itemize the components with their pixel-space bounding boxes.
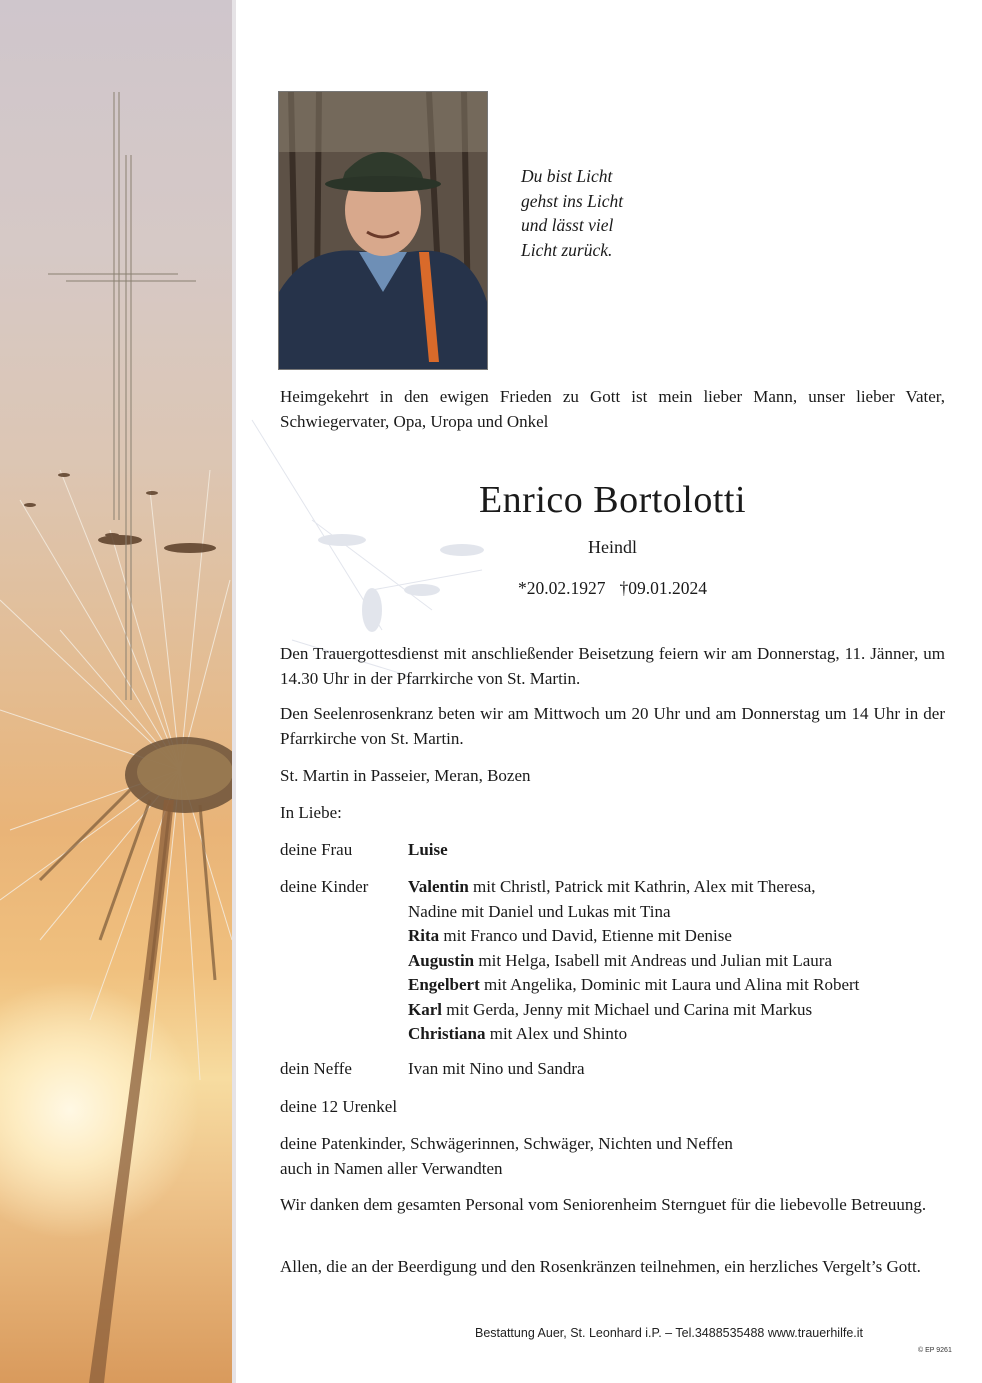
deceased-name: Enrico Bortolotti <box>478 479 747 521</box>
child-line: Christiana mit Alex und Shinto <box>408 1024 628 1043</box>
child-line: Karl mit Gerda, Jenny mit Michael und Carina mit Markus <box>408 999 813 1019</box>
poem-line-4: Licht zurück. <box>521 239 613 260</box>
nephew-value: Ivan mit Nino und Sandra <box>408 1059 585 1078</box>
poem-line-3: und lässt viel <box>521 215 614 235</box>
wife-label: deine Frau <box>280 840 353 859</box>
poem <box>521 164 623 262</box>
portrait-image <box>279 92 487 369</box>
funeral-home-footer: Bestattung Auer, St. Leonhard i.P. – Tel.3488535488 www.trauerhilfe.it <box>475 1326 864 1340</box>
life-dates <box>280 578 945 599</box>
poem-line-2: gehst ins Licht <box>521 190 624 211</box>
child-line: Rita mit Franco und David, Etienne mit Denise <box>408 926 732 945</box>
great-grandchildren-text: deine 12 Urenkel <box>280 1097 398 1116</box>
rosary-text: Den Seelenrosenkranz beten wir am Mittwoch um 20 Uhr und am Donnerstag um 14 Uhr in der Pfarrkirche von St. Martin. <box>280 704 945 748</box>
funeral-service-text: Den Trauergottesdienst mit anschließender Beisetzung feiern wir am Donnerstag, 11. Jänner, um 14.30 Uhr in der Pfarrkirche von St. Martin. <box>280 644 945 688</box>
dandelion-sunset-panel <box>0 0 232 1383</box>
in-love-heading: In Liebe: <box>280 803 342 822</box>
nephew-label: dein Neffe <box>280 1059 352 1078</box>
children-label: deine Kinder <box>280 877 369 896</box>
godchildren-text: deine Patenkinder, Schwägerinnen, Schwäger, Nichten und Neffen auch in Namen aller Verwandten <box>280 1134 733 1178</box>
dandelion-stem <box>84 800 174 1383</box>
death-date: †09.01.2024 <box>619 578 707 598</box>
document-code: © EP 9261 <box>918 1347 952 1354</box>
birth-date: *20.02.1927 <box>518 578 606 598</box>
intro-text: Heimgekehrt in den ewigen Frieden zu Gott ist mein lieber Mann, unser lieber Vater, Schwiegervater, Opa, Uropa und Onkel <box>280 387 945 431</box>
places-text: St. Martin in Passeier, Meran, Bozen <box>280 766 531 785</box>
wife-name: Luise <box>408 840 448 859</box>
child-line: Valentin mit Christl, Patrick mit Kathrin, Alex mit Theresa, <box>408 877 816 896</box>
children-list <box>408 875 945 1047</box>
child-line: Augustin mit Helga, Isabell mit Andreas und Julian mit Laura <box>408 950 833 970</box>
nickname: Heindl <box>588 537 637 557</box>
closing-text: Allen, die an der Beerdigung und den Rosenkränzen teilnehmen, ein herzliches Vergelt’s Gott. <box>280 1257 921 1276</box>
poem-line-1: Du bist Licht <box>521 166 613 186</box>
cross-icon <box>0 0 232 700</box>
child-line: Nadine mit Daniel und Lukas mit Tina <box>408 901 671 921</box>
thanks-text: Wir danken dem gesamten Personal vom Seniorenheim Sternguet für die liebevolle Betreuung. <box>280 1195 927 1214</box>
child-line: Engelbert mit Angelika, Dominic mit Laura und Alina mit Robert <box>408 975 860 994</box>
portrait-photo <box>278 91 488 370</box>
